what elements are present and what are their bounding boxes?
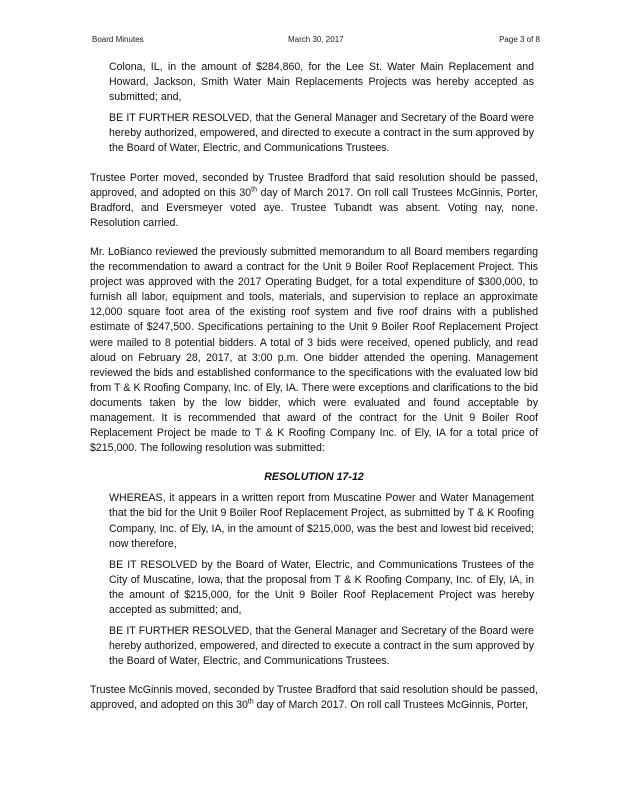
resolution-be-it-further-resolved: BE IT FURTHER RESOLVED, that the General Manager and Secretary of the Board were hereby authorized, empowered, and directed to execute a contract in the sum approved by the Board of Water, Electric, and Communications Trustees.: [109, 625, 534, 668]
resolution-whereas: WHEREAS, it appears in a written report from Muscatine Power and Water Management that the bid for the Unit 9 Boiler Roof Replacement Project, as submitted by T & K Roofing Company, Inc. of Ely, IA, in the amount of $215,000, was the best and lowest bid received; now therefore,: [109, 492, 534, 550]
resolution-title: RESOLUTION 17-12: [264, 471, 364, 484]
document-body: [90, 60, 538, 714]
header-title: Board Minutes: [92, 35, 144, 44]
resolution-clause-accepted: Colona, IL, in the amount of $284,860, for the Lee St. Water Main Replacement and Howard, Jackson, Smith Water Main Replacements Projects was hereby accepted as submitted; and,: [109, 61, 534, 104]
header-page-number: Page 3 of 8: [499, 35, 540, 44]
resolution-clause-further-resolved: BE IT FURTHER RESOLVED, that the General Manager and Secretary of the Board were hereby authorized, empowered, and directed to execute a contract in the sum approved by the Board of Water, Electric, and Communications Trustees.: [109, 112, 534, 155]
motion-paragraph-1: Trustee Porter moved, seconded by Trustee Bradford that said resolution should be passed, approved, and adopted on this 30th day of March 2017. On roll call Trustees McGinnis, Porter, Bradford, and Eversmeyer voted aye. Trustee Tubandt was absent. Voting nay, none. Resolution carried.: [90, 171, 539, 229]
memorandum-paragraph: Mr. LoBianco reviewed the previously submitted memorandum to all Board members regarding the recommendation to award a contract for the Unit 9 Boiler Roof Replacement Project. This project was approved with the 2017 Operating Budget, for a total expenditure of $300,000, to furnish all labor, equipment and tools, materials, and supervision to replace an approximate 12,000 square foot area of the existing roof system and five roof drains with a published estimate of $247,500. Specifications pertaining to the Unit 9 Boiler Roof Replacement Project were mailed to 8 potential bidders. A total of 3 bids were received, opened publicly, and read aloud on February 28, 2017, at 3:00 p.m. One bidder attended the opening. Management reviewed the bids and established conformance to the specifications with the evaluated low bid from T & K Roofing Company, Inc. of Ely, IA. There were exceptions and clarifications to the bid documents taken by the low bidder, which were evaluated and found acceptable by management. It is recommended that award of the contract for the Unit 9 Boiler Roof Replacement Project be made to T & K Roofing Company Inc. of Ely, IA for a total price of $215,000. The following resolution was submitted:: [90, 245, 538, 455]
resolution-be-it-resolved: BE IT RESOLVED by the Board of Water, Electric, and Communications Trustees of the City of Muscatine, Iowa, that the proposal from T & K Roofing Company, Inc. of Ely, IA, in the amount of $215,000, for the Unit 9 Boiler Roof Replacement Project was hereby accepted as submitted; and,: [109, 558, 534, 616]
header-date: March 30, 2017: [288, 35, 344, 44]
page-header: [92, 35, 540, 47]
motion-paragraph-2: Trustee McGinnis moved, seconded by Trustee Bradford that said resolution should be passed, approved, and adopted on this 30th day of March 2017. On roll call Trustees McGinnis, Porter,: [90, 684, 538, 712]
